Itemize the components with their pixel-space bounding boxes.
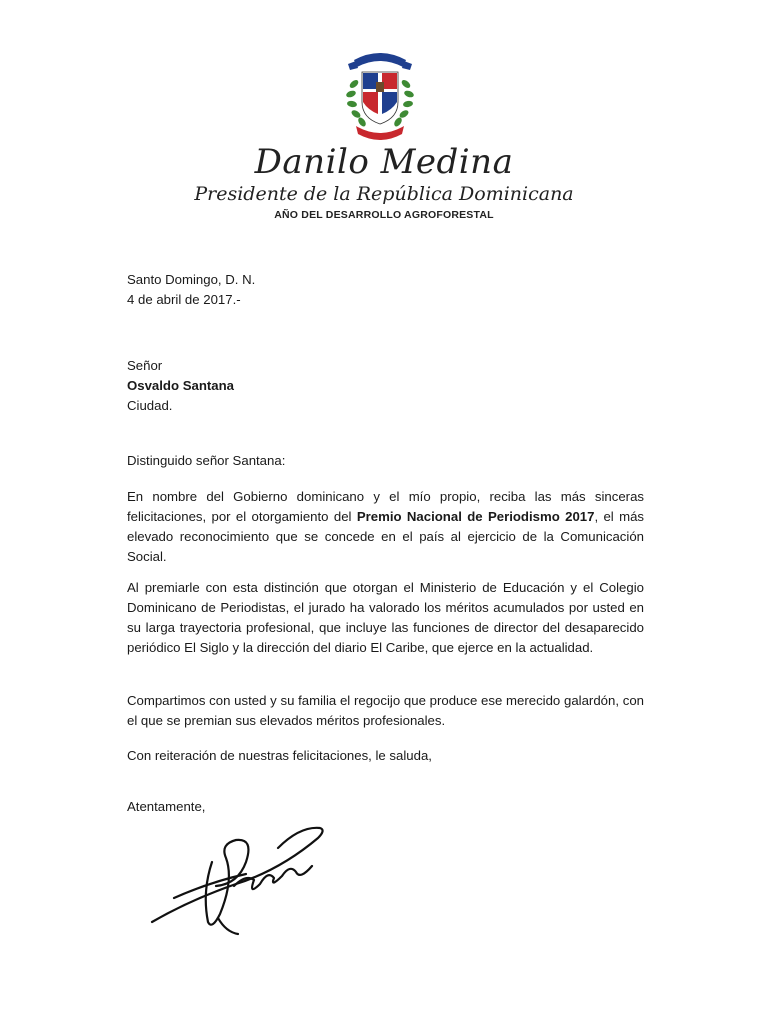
award-name: Premio Nacional de Periodismo 2017 xyxy=(356,509,595,524)
coat-of-arms-icon xyxy=(340,44,420,144)
closing: Atentamente, xyxy=(127,799,206,814)
sender-title: Presidente de la República Dominicana xyxy=(194,183,574,205)
body-paragraph-1: En nombre del Gobierno dominicano y el mío propio, reciba las más sinceras felicitaciones, por el otorgamiento del Premio Nacional de Periodismo 2017, el más elevado reconocimiento que se concede en el país al ejercicio de la Comunicación Social. xyxy=(127,489,644,564)
body-paragraph-2: Al premiarle con esta distinción que otorgan el Ministerio de Educación y el Colegio Dominicano de Periodistas, el jurado ha valorado los méritos acumulados por usted en su larga trayectoria profesional, que incluye las funciones de director del desaparecido periódico El Siglo y la dirección del diario El Caribe, que ejerce en la actualidad. xyxy=(127,580,644,655)
recipient-city: Ciudad. xyxy=(127,398,173,413)
recipient-title: Señor xyxy=(127,358,163,373)
place: Santo Domingo, D. N. xyxy=(127,272,256,287)
handwritten-signature-icon xyxy=(150,822,330,937)
sender-name: Danilo Medina xyxy=(254,142,514,182)
greeting: Distinguido señor Santana: xyxy=(127,453,286,468)
body-paragraph-3: Compartimos con usted y su familia el regocijo que produce ese merecido galardón, con el que se premian sus elevados méritos profesionales. xyxy=(127,693,644,728)
year-motto: AÑO DEL DESARROLLO AGROFORESTAL xyxy=(274,209,494,221)
date: 4 de abril de 2017.- xyxy=(127,292,241,307)
body-paragraph-4: Con reiteración de nuestras felicitaciones, le saluda, xyxy=(127,748,432,763)
recipient-name: Osvaldo Santana xyxy=(127,378,235,393)
